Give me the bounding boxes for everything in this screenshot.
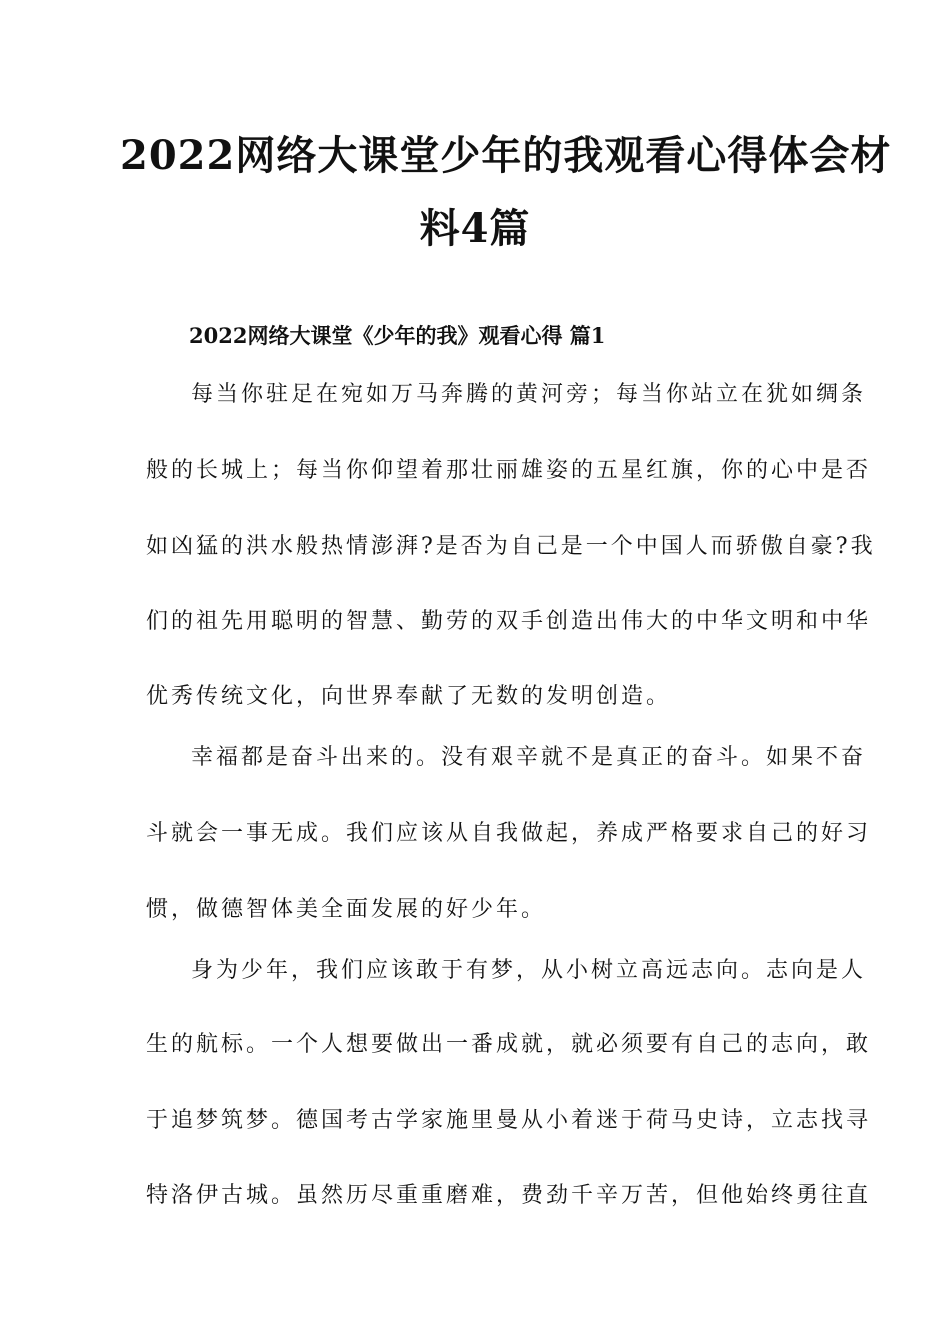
paragraph-line: 惯，做德智体美全面发展的好少年。 xyxy=(146,897,547,922)
paragraph-line: 如凶猛的洪水般热情澎湃?是否为自己是一个中国人而骄傲自豪?我 xyxy=(146,534,876,559)
paragraph-line: 身为少年，我们应该敢于有梦，从小树立高远志向。志向是人 xyxy=(191,958,867,983)
paragraph-line: 斗就会一事无成。我们应该从自我做起，养成严格要求自己的好习 xyxy=(146,821,872,846)
paragraph-line: 特洛伊古城。虽然历尽重重磨难，费劲千辛万苦，但他始终勇往直 xyxy=(146,1183,872,1208)
paragraph-line: 们的祖先用聪明的智慧、勤劳的双手创造出伟大的中华文明和中华 xyxy=(146,609,872,634)
document-title-line-1: 2022网络大课堂少年的我观看心得体会材 xyxy=(120,132,892,179)
paragraph-line: 每当你驻足在宛如万马奔腾的黄河旁；每当你站立在犹如绸条 xyxy=(191,382,867,407)
section-heading: 2022网络大课堂《少年的我》观看心得 篇1 xyxy=(189,323,606,348)
document-title-line-2: 料4篇 xyxy=(419,205,531,252)
paragraph-line: 生的航标。一个人想要做出一番成就，就必须要有自己的志向，敢 xyxy=(146,1032,872,1057)
paragraph-line: 优秀传统文化，向世界奉献了无数的发明创造。 xyxy=(146,684,672,709)
paragraph-line: 幸福都是奋斗出来的。没有艰辛就不是真正的奋斗。如果不奋 xyxy=(191,745,867,770)
paragraph-line: 于追梦筑梦。德国考古学家施里曼从小着迷于荷马史诗，立志找寻 xyxy=(146,1108,872,1133)
paragraph-line: 般的长城上；每当你仰望着那壮丽雄姿的五星红旗，你的心中是否 xyxy=(146,458,872,483)
